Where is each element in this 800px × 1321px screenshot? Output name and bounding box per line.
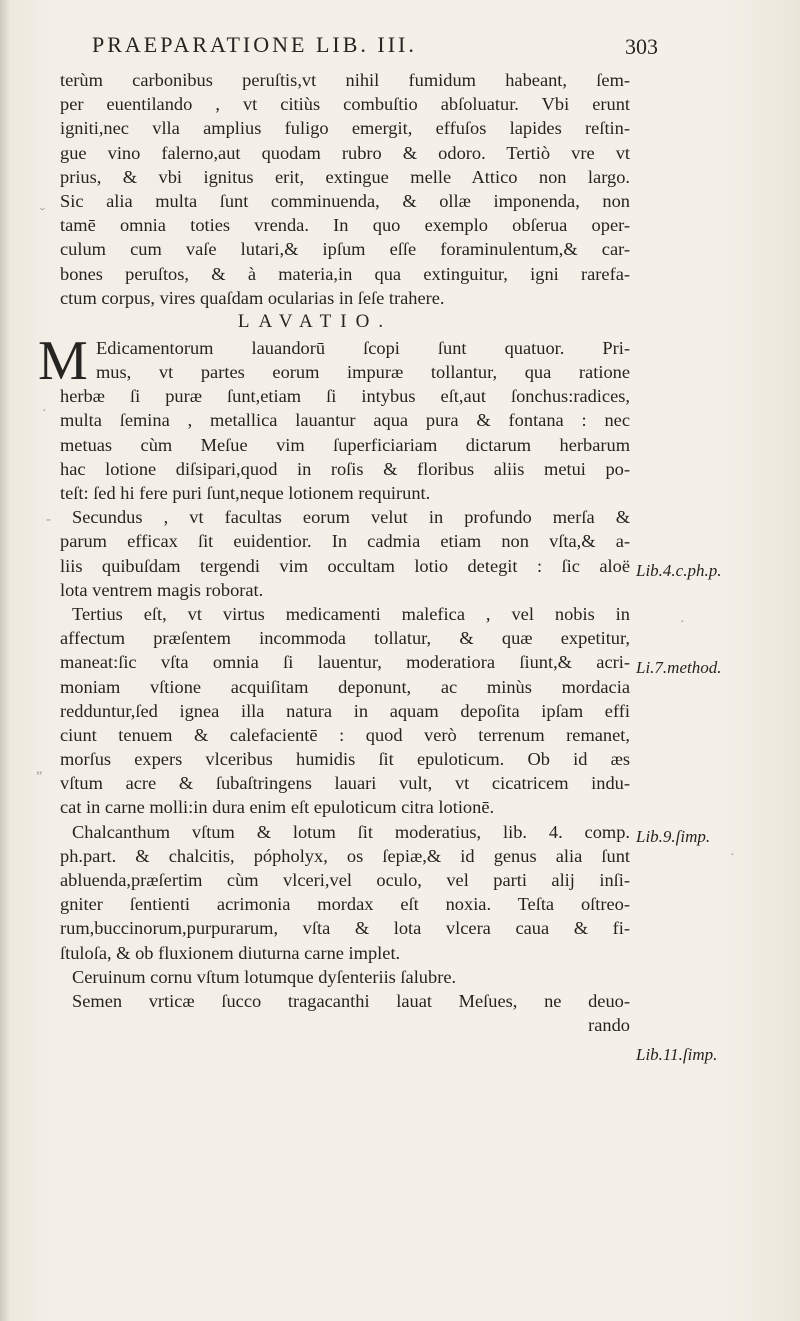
text-line: teſt: ſed hi fere puri ſunt,neque lotionem requirunt. xyxy=(60,483,431,503)
ink-speck: · xyxy=(730,848,735,863)
margin-note: Lib.9.ſimp. xyxy=(636,827,711,846)
text-line: terùm carbonibus peruſtis,vt nihil fumidum habeant, ſem- xyxy=(60,70,630,90)
paragraph-tertius xyxy=(60,602,630,820)
text-line: ctum corpus, vires quaſdam ocularias in ſeſe trahere. xyxy=(60,287,445,308)
catchword: rando xyxy=(588,1015,630,1036)
text-line: Sic alia multa ſunt comminuenda, & ollæ imponenda, non xyxy=(60,190,630,211)
page-header xyxy=(92,32,658,62)
text-line: moniam vſtione acquiſitam deponunt, ac minùs mordacia xyxy=(60,676,630,697)
running-title: PRAEPARATIONE LIB. III. xyxy=(92,32,417,57)
text-line: Tertius eſt, vt virtus medicamenti malefica , vel nobis in xyxy=(72,603,630,624)
text-line: abluenda,præſertim cùm vlceri,vel oculo, vel parti alij inſi- xyxy=(60,870,630,890)
paragraph-continuation xyxy=(60,68,630,310)
page-fold-shadow xyxy=(0,0,10,1321)
text-line: herbæ ſi puræ ſunt,etiam ſi intybus eſt,aut ſonchus:radices, xyxy=(60,386,630,407)
margin-note: Li.7.method. xyxy=(636,658,722,677)
page-number: 303 xyxy=(625,34,658,59)
text-line: prius, & vbi ignitus erit, extingue melle Attico non largo. xyxy=(60,166,630,187)
text-line: per euentilando , vt citiùs combuſtio abſoluatur. Vbi erunt xyxy=(60,94,630,115)
text-line: morſus expers vlceribus humidis ſit epuloticum. Ob id æs xyxy=(60,749,630,770)
text-line: bones peruſtos, & à materia,in qua extinguitur, igni rarefa- xyxy=(60,263,630,284)
ink-speck: · xyxy=(42,404,47,419)
paragraph-secundus xyxy=(60,505,630,602)
text-line: ſtuloſa, & ob fluxionem diuturna carne implet. xyxy=(60,942,401,963)
paragraph-ceruinum xyxy=(60,965,630,1038)
text-line: tamē omnia toties vrenda. In quo exemplo obſerua oper- xyxy=(60,215,630,236)
margin-note: Lib.4.c.ph.p. xyxy=(636,561,722,580)
ink-speck: · xyxy=(680,615,685,630)
text-line: Secundus , vt facultas eorum velut in profundo merſa & xyxy=(72,507,630,528)
text-line: mus, vt partes eorum impuræ tollantur, qua ratione xyxy=(96,362,630,383)
text-line: culum cum vaſe lutari,& ipſum eſſe foraminulentum,& car- xyxy=(60,239,630,260)
text-line: redduntur,ſed ignea illa natura in aquam depoſita ipſam effi xyxy=(60,700,630,721)
text-line: parum efficax ſit euidentior. In cadmia etiam non vſta,& a- xyxy=(60,531,630,552)
ink-speck: „ xyxy=(36,762,43,777)
body-text xyxy=(38,68,630,1037)
text-line: gniter ſentienti acrimonia mordax eſt noxia. Teſta oſtreo- xyxy=(60,894,630,915)
text-line: metuas cùm Meſue vim ſuperficiariam dictarum herbarum xyxy=(60,434,630,455)
text-line: gue vino falerno,aut quodam rubro & odoro. Tertiò vre vt xyxy=(60,142,630,163)
text-line: ph.part. & chalcitis, pópholyx, os ſepiæ,& id genus alia ſunt xyxy=(60,845,630,866)
text-line: Edicamentorum lauandorū ſcopi ſunt quatuor. Pri- xyxy=(96,337,630,358)
text-line: ciunt tenuem & calefacientē : quod verò terrenum remanet, xyxy=(60,724,630,745)
ink-speck: ˬ xyxy=(40,196,45,211)
text-line: cat in carne molli:in dura enim eſt epuloticum citra lotionē. xyxy=(60,797,495,818)
paragraph-chalcanthum xyxy=(60,820,630,965)
section-heading: LAVATIO. xyxy=(237,310,393,332)
text-line: affectum præſentem incommoda tollatur, & quæ expetitur, xyxy=(60,628,630,649)
text-line: Chalcanthum vſtum & lotum ſit moderatius, lib. 4. comp. xyxy=(72,821,630,842)
paragraph-lavatio xyxy=(38,329,630,505)
ink-speck: - xyxy=(46,512,51,527)
text-line: multa ſemina , metallica lauantur aqua pura & fontana : nec xyxy=(60,410,630,431)
text-line: hac lotione diſsipari,quod in roſis & floribus aliis metui po- xyxy=(60,458,630,479)
text-line: Semen vrticæ ſucco tragacanthi lauat Meſues, ne deuo- xyxy=(72,990,630,1011)
text-line: maneat:ſic vſta omnia ſi lauentur, moderatiora ſiunt,& acri- xyxy=(60,652,630,673)
text-line: igniti,nec vlla amplius fuligo emergit, effuſos lapides reſtin- xyxy=(60,118,630,139)
margin-note: Lib.11.ſimp. xyxy=(636,1045,718,1064)
text-line: vſtum acre & ſubaſtringens lauari vult, vt cicatricem indu- xyxy=(60,773,630,794)
drop-cap: M xyxy=(38,329,88,392)
text-line: liis quibuſdam tergendi vim occultam lotio detegit : ſic aloë xyxy=(60,555,630,576)
text-line: rum,buccinorum,purpurarum, vſta & lota vlcera caua & fi- xyxy=(60,918,630,939)
text-line: lota ventrem magis roborat. xyxy=(60,579,264,600)
text-line: Ceruinum cornu vſtum lotumque dyſenteriis ſalubre. xyxy=(72,966,457,987)
